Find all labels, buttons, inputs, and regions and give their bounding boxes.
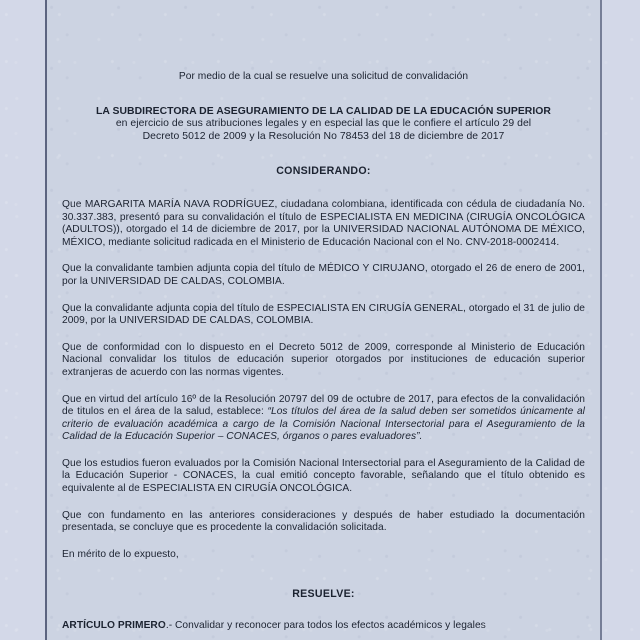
heading-resuelve: RESUELVE: [292,588,355,601]
authority-title: LA SUBDIRECTORA DE ASEGURAMIENTO DE LA CALIDAD DE LA EDUCACIÓN SUPERIOR [96,105,551,117]
authority-legal-basis-line-1: en ejercicio de sus atribuciones legales y en especial las que le confiere el artículo 29 del [115,118,532,130]
considerando-paragraph-5 [62,394,585,444]
paragraph-5-quoted-provision: “Los títulos del área de la salud deben ser sometidos únicamente al criterio de evaluación académica a cargo de la Comisión Nacional Intersectorial para el Aseguramiento de la Calidad de la Educación Superior – CONACES, órganos o pares evaluadores”. [62,406,585,443]
authority-legal-basis-line-2: Decreto 5012 de 2009 y la Resolución No 78453 del 18 de diciembre de 2017 [142,130,505,142]
heading-considerando: CONSIDERANDO: [276,165,371,178]
considerando-paragraph-1: Que MARGARITA MARÍA NAVA RODRÍGUEZ, ciudadana colombiana, identificada con cédula de ciudadanía No. 30.337.383, presentó para su convalidación el título de ESPECIALISTA EN MEDICINA (CIRUGÍA ONCOLÓGICA (ADULTOS)), otorgado el 14 de diciembre de 2017, por la UNIVERSIDAD NACIONAL AUTÓNOMA DE MÉXICO, MÉXICO, mediante solicitud radicada en el Ministerio de Educación Nacional con el No. CNV-2018-0002414. [62,198,585,248]
page-frame-rule-right [600,0,602,640]
considerando-paragraph-2: Que la convalidante tambien adjunta copia del título de MÉDICO Y CIRUJANO, otorgado el 26 de enero de 2001, por la UNIVERSIDAD DE CALDAS, COLOMBIA. [62,263,585,287]
considerando-paragraph-6: Que los estudios fueron evaluados por la Comisión Nacional Intersectorial para el Aseguramiento de la Calidad de la Educación Superior - CONACES, la cual emitió concepto favorable, señalando que el título obtenido es equivalente al de ESPECIALISTA EN CIRUGÍA ONCOLÓGICA. [62,457,585,495]
page-frame-rule-left [45,0,47,640]
document-body [47,0,600,640]
article-first [62,620,585,633]
considerando-paragraph-3: Que la convalidante adjunta copia del título de ESPECIALISTA EN CIRUGÍA GENERAL, otorgado el 31 de julio de 2009, por la UNIVERSIDAD DE CALDAS, COLOMBIA. [62,302,585,327]
considerando-paragraph-4: Que de conformidad con lo dispuesto en el Decreto 5012 de 2009, corresponde al Ministerio de Educación Nacional convalidar los titulos de educación superior otorgados por instituciones de educación superior extranjeras de acuerdo con las normas vigentes. [62,341,585,378]
issuing-authority-block [62,106,585,144]
article-first-label: ARTÍCULO PRIMERO [62,620,166,632]
article-first-text: .- Convalidar y reconocer para todos los efectos académicos y legales [165,620,486,632]
considerando-paragraph-7: Que con fundamento en las anteriores consideraciones y después de haber estudiado la documentación presentada, se concluye que es procedente la convalidación solicitada. [62,509,585,534]
paragraph-5-lead-text: Que en virtud del artículo 16º de la Resolución 20797 del 09 de octubre de 2017, para efectos de la convalidación de titulos en el área de la salud, establece: [62,393,585,418]
document-subtitle: Por medio de la cual se resuelve una solicitud de convalidación [178,71,469,82]
considerando-closing-line: En mérito de lo expuesto, [62,548,179,560]
